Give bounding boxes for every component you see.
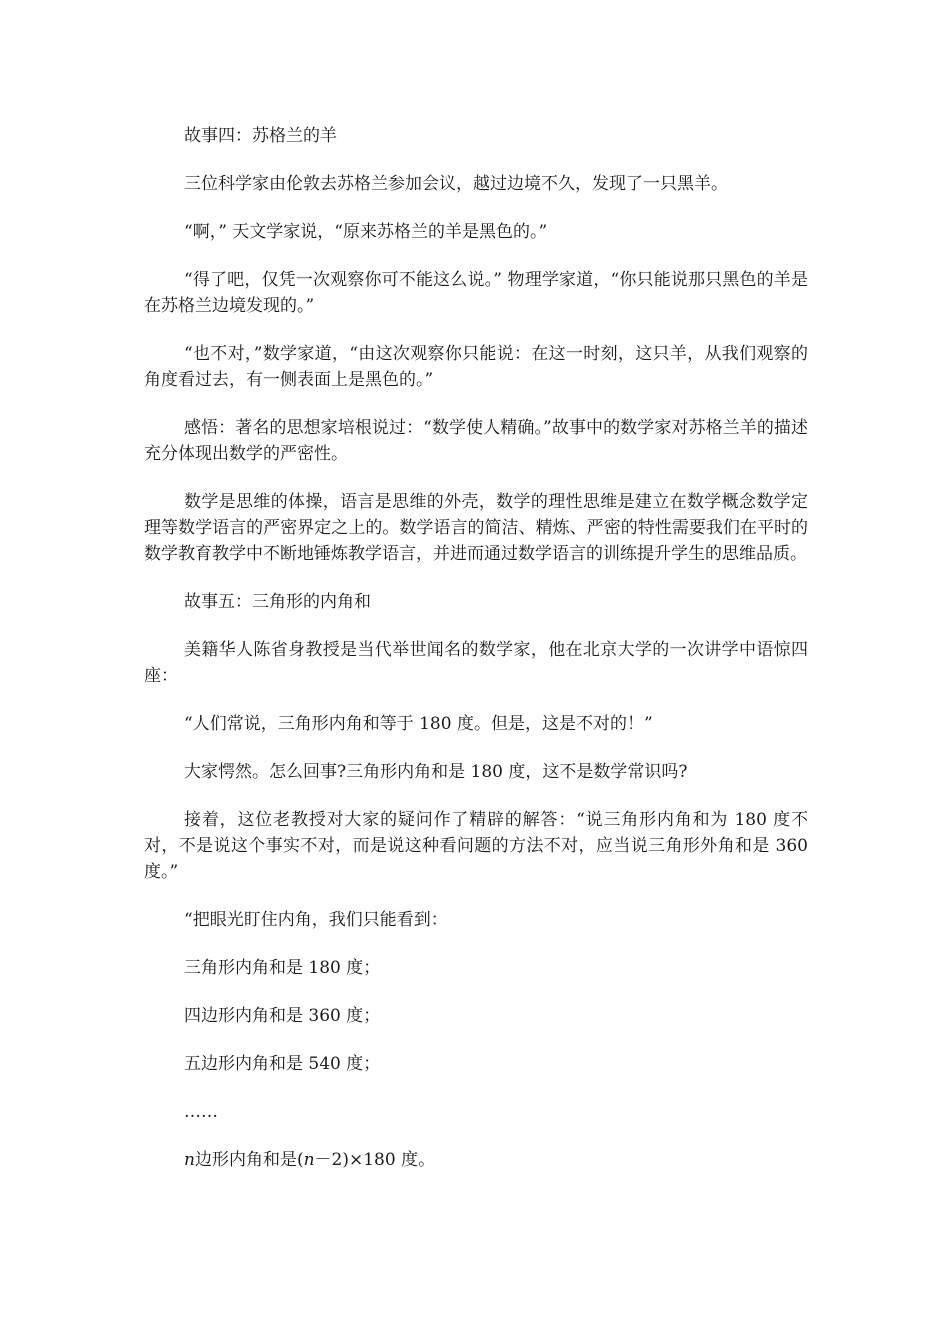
formula-line — [144, 1147, 808, 1173]
paragraph: “人们常说，三角形内角和等于 180 度。但是，这是不对的！” — [184, 714, 653, 734]
heading-story-four: 故事四：苏格兰的羊 — [184, 126, 337, 146]
heading-story-five: 故事五：三角形的内角和 — [184, 592, 371, 612]
paragraph: 接着，这位老教授对大家的疑问作了精辟的解答：“说三角形内角和为 180 度不对，不是说这个事实不对，而是说这种看问题的方法不对，应当说三角形外角和是 360 度。” — [144, 810, 808, 882]
ellipsis-line: …… — [184, 1102, 218, 1122]
paragraph: “啊，” 天文学家说，“原来苏格兰的羊是黑色的。” — [184, 222, 548, 242]
paragraph: “也不对，”数学家道，“由这次观察你只能说：在这一时刻，这只羊，从我们观察的角度看过去，有一侧表面上是黑色的。” — [144, 344, 808, 390]
variable-n: n — [303, 1150, 315, 1170]
paragraph: 大家愕然。怎么回事?三角形内角和是 180 度，这不是数学常识吗? — [184, 762, 688, 782]
paragraph: 数学是思维的体操，语言是思维的外壳，数学的理性思维是建立在数学概念数学定理等数学语言的严密界定之上的。数学语言的简洁、精炼、严密的特性需要我们在平时的数学教育教学中不断地锤炼教学语言，并进而通过数学语言的训练提升学生的思维品质。 — [144, 492, 808, 564]
paragraph: 美籍华人陈省身教授是当代举世闻名的数学家，他在北京大学的一次讲学中语惊四座： — [144, 640, 808, 686]
paragraph: “得了吧，仅凭一次观察你可不能这么说。” 物理学家道，“你只能说那只黑色的羊是在苏格兰边境发现的。” — [144, 270, 808, 316]
paragraph: “把眼光盯住内角，我们只能看到： — [184, 910, 448, 930]
list-line: 三角形内角和是 180 度； — [184, 958, 381, 978]
formula-text: －2)×180 度。 — [314, 1150, 436, 1170]
list-line: 五边形内角和是 540 度； — [184, 1054, 381, 1074]
formula-text: 边形内角和是( — [194, 1150, 304, 1170]
document-body — [144, 123, 808, 1195]
variable-n: n — [184, 1150, 195, 1170]
paragraph: 三位科学家由伦敦去苏格兰参加会议，越过边境不久，发现了一只黑羊。 — [184, 174, 728, 194]
list-line: 四边形内角和是 360 度； — [184, 1006, 381, 1026]
paragraph: 感悟：著名的思想家培根说过：“数学使人精确。”故事中的数学家对苏格兰羊的描述充分体现出数学的严密性。 — [144, 418, 808, 464]
